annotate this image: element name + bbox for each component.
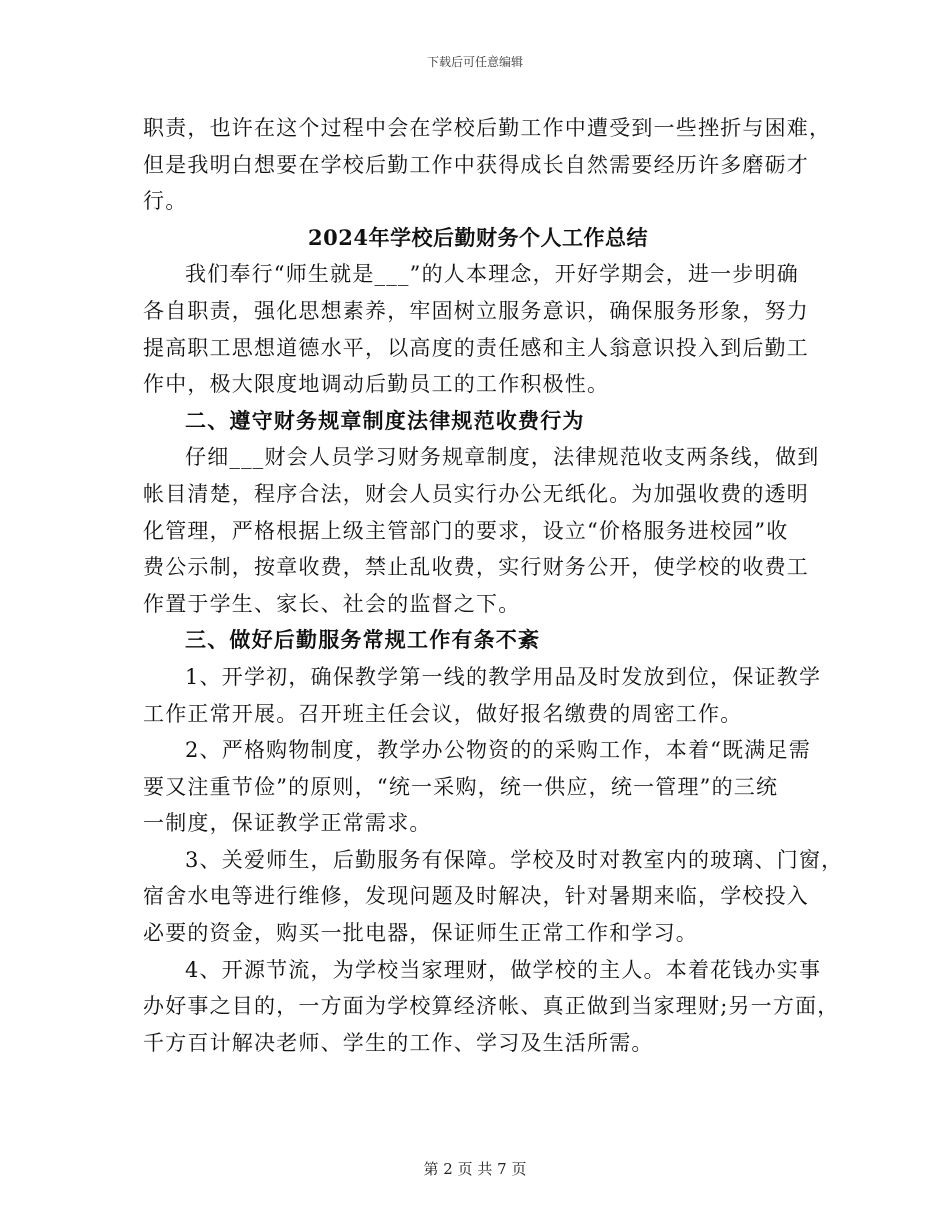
text-line: 2、严格购物制度，教学办公物资的的采购工作，本着“既满足需 xyxy=(185,738,811,763)
text-line: 作中，极大限度地调动后勤员工的工作积极性。 xyxy=(143,372,610,397)
page-header: 下载后可任意编辑 xyxy=(426,55,523,69)
text-line: 各自职责，强化思想素养，牢固树立服务意识，确保服务形象，努力 xyxy=(143,298,809,323)
text-line: 1、开学初，确保教学第一线的教学用品及时发放到位，保证教学 xyxy=(185,664,822,689)
text-line: 帐目清楚，程序合法，财会人员实行办公无纸化。为加强收费的透明 xyxy=(143,481,809,506)
text-line: 必要的资金，购买一批电器，保证师生正常工作和学习。 xyxy=(143,921,698,946)
text-line: 4、开源节流，为学校当家理财，做学校的主人。本着花钱办实事 xyxy=(185,957,822,982)
text-line: 但是我明白想要在学校后勤工作中获得成长自然需要经历许多磨砺才 xyxy=(143,152,809,177)
page-footer: 第 2 页 共 7 页 xyxy=(423,1160,527,1178)
text-line: 宿舍水电等进行维修，发现问题及时解决，针对暑期来临，学校投入 xyxy=(143,884,809,909)
text-line: 3、关爱师生，后勤服务有保障。学校及时对教室内的玻璃、门窗， xyxy=(185,847,844,872)
text-line: 仔细___财会人员学习财务规章制度，法律规范收支两条线，做到 xyxy=(185,445,820,470)
text-line: 办好事之目的，一方面为学校算经济帐、真正做到当家理财;另一方面， xyxy=(143,994,840,1019)
section-heading: 三、做好后勤服务常规工作有条不紊 xyxy=(185,627,541,653)
text-line: 行。 xyxy=(143,189,188,214)
section-heading: 二、遵守财务规章制度法律规范收费行为 xyxy=(185,407,585,433)
text-line: 费公示制，按章收费，禁止乱收费，实行财务公开，使学校的收费工 xyxy=(143,555,809,580)
text-line: 千方百计解决老师、学生的工作、学习及生活所需。 xyxy=(143,1030,654,1055)
text-line: 工作正常开展。召开班主任会议，做好报名缴费的周密工作。 xyxy=(143,701,743,726)
text-line: 职责，也许在这个过程中会在学校后勤工作中遭受到一些挫折与困难， xyxy=(143,116,832,140)
text-line: 要又注重节俭”的原则，“统一采购，统一供应，统一管理”的三统 xyxy=(143,774,779,799)
text-line: 我们奉行“师生就是___”的人本理念，开好学期会，进一步明确 xyxy=(185,262,799,287)
text-line: 一制度，保证教学正常需求。 xyxy=(143,811,432,836)
text-line: 提高职工思想道德水平，以高度的责任感和主人翁意识投入到后勤工 xyxy=(143,335,809,360)
text-line: 作置于学生、家长、社会的监督之下。 xyxy=(143,591,521,616)
document-body xyxy=(143,110,844,1061)
text-line: 化管理，严格根据上级主管部门的要求，设立“价格服务进校园”收 xyxy=(143,518,789,543)
document-title: 2024年学校后勤财务个人工作总结 xyxy=(308,224,648,250)
